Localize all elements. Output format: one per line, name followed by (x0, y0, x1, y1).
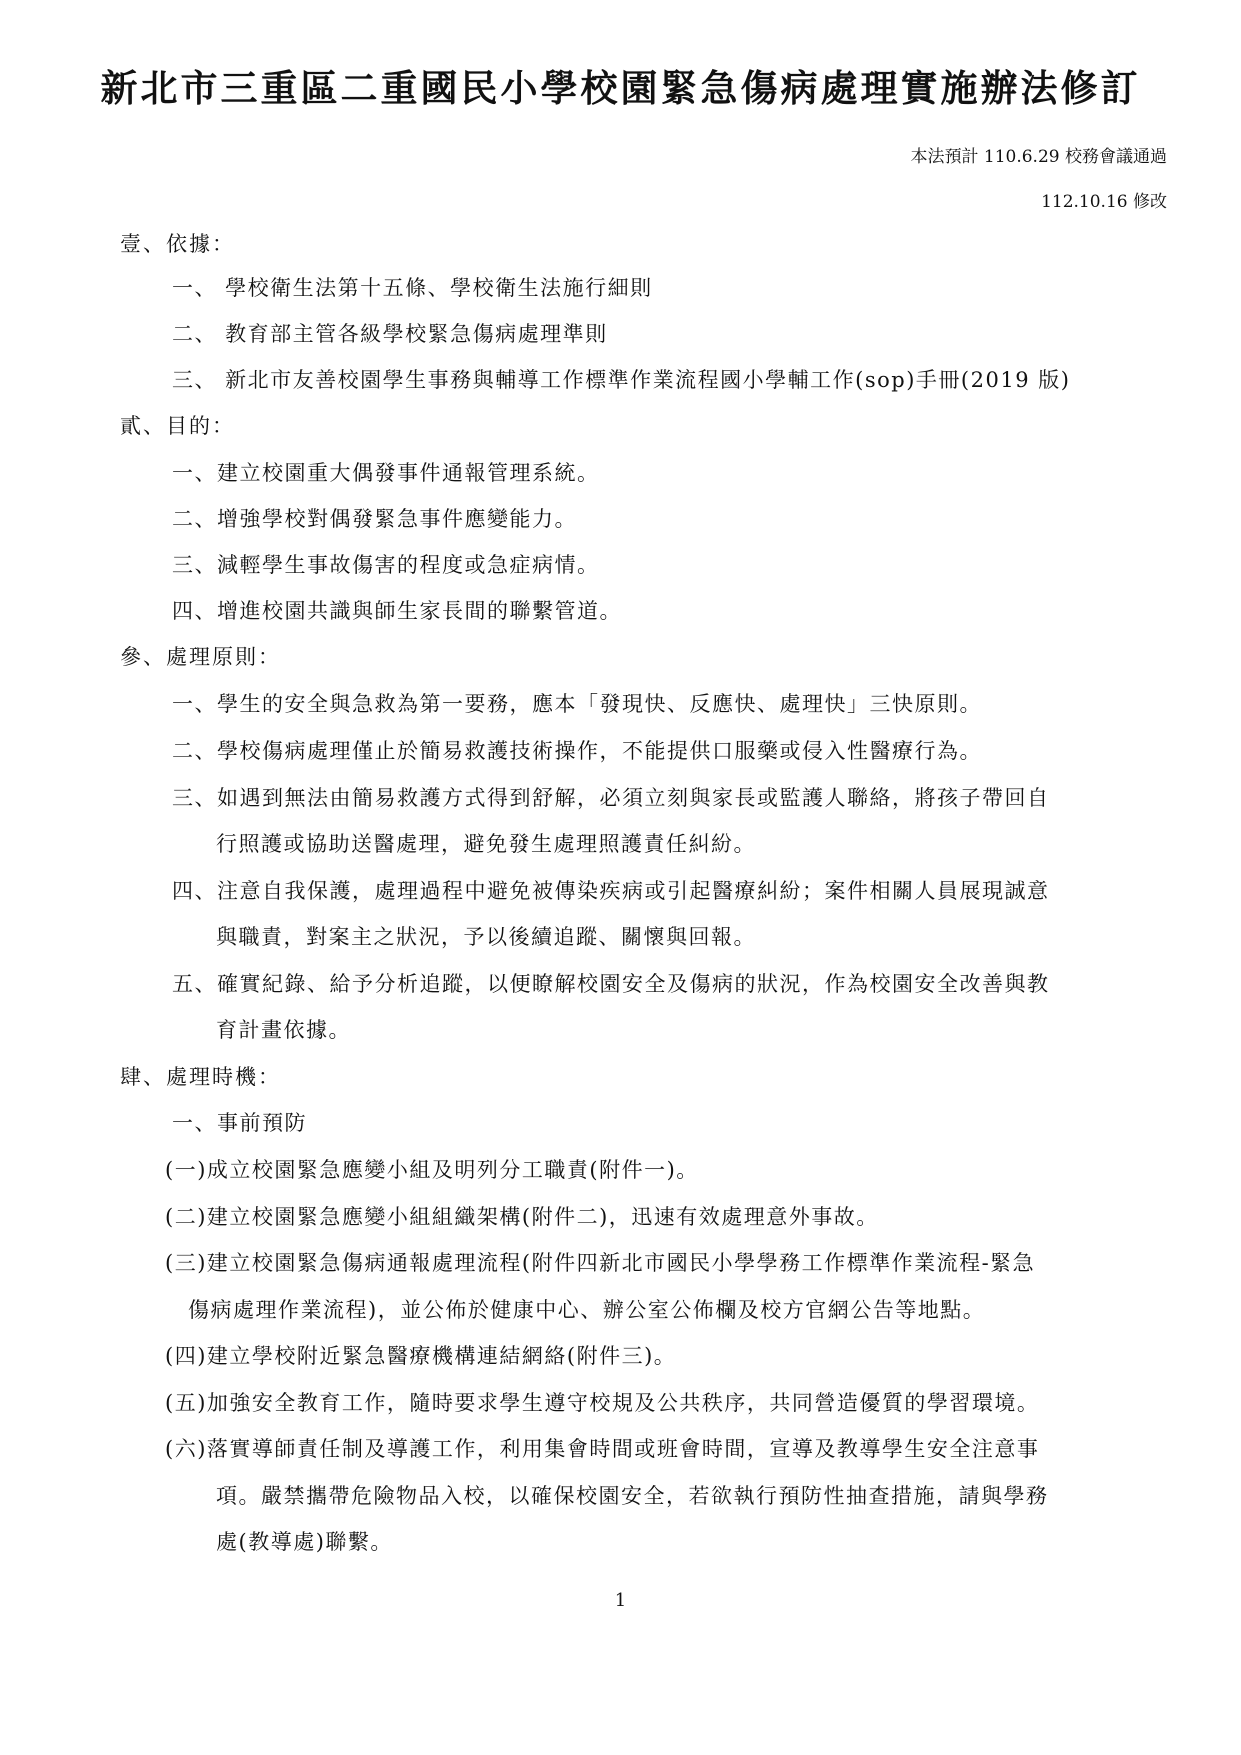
principle-item: 二、學校傷病處理僅止於簡易救護技術操作，不能提供口服藥或侵入性醫療行為。 (172, 739, 982, 763)
document-title: 新北市三重區二重國民小學校園緊急傷病處理實施辦法修訂 (100, 66, 1141, 110)
principle-item-continued: 行照護或協助送醫處理，避免發生處理照護責任糾紛。 (216, 832, 756, 856)
timing-subheading: 一、事前預防 (172, 1111, 307, 1135)
principle-item-continued: 與職責，對案主之狀況，予以後續追蹤、關懷與回報。 (216, 925, 756, 949)
section-heading-principles: 參、處理原則： (120, 645, 281, 669)
timing-item: (四)建立學校附近緊急醫療機構連結網絡(附件三)。 (165, 1344, 677, 1368)
basis-item: 三、 新北市友善校園學生事務與輔導工作標準作業流程國小學輔工作(sop)手冊(2019 版) (172, 368, 1071, 392)
section-heading-purpose: 貳、目的： (120, 414, 235, 438)
timing-item-continued: 傷病處理作業流程)，並公佈於健康中心、辦公室公佈欄及校方官網公告等地點。 (188, 1298, 986, 1322)
section-heading-basis: 壹、依據： (120, 232, 235, 256)
page-number: 1 (614, 1590, 627, 1611)
timing-item: (六)落實導師責任制及導護工作，利用集會時間或班會時間，宣導及教導學生安全注意事 (165, 1437, 1040, 1461)
revision-note: 112.10.16 修改 (1041, 192, 1167, 212)
purpose-item: 四、增進校園共識與師生家長間的聯繫管道。 (172, 599, 622, 623)
purpose-item: 三、減輕學生事故傷害的程度或急症病情。 (172, 553, 600, 577)
timing-item-continued: 項。嚴禁攜帶危險物品入校，以確保校園安全，若欲執行預防性抽查措施，請與學務 (216, 1484, 1049, 1508)
basis-item: 二、 教育部主管各級學校緊急傷病處理準則 (172, 322, 608, 346)
principle-item: 五、確實紀錄、給予分析追蹤，以便瞭解校園安全及傷病的狀況，作為校園安全改善與教 (172, 972, 1050, 996)
principle-item: 三、如遇到無法由簡易救護方式得到舒解，必須立刻與家長或監護人聯絡，將孩子帶回自 (172, 786, 1050, 810)
timing-item: (一)成立校園緊急應變小組及明列分工職責(附件一)。 (165, 1158, 699, 1182)
approval-note: 本法預計 110.6.29 校務會議通過 (910, 147, 1167, 167)
timing-item: (三)建立校園緊急傷病通報處理流程(附件四新北市國民小學學務工作標準作業流程-緊急 (165, 1251, 1036, 1275)
basis-item: 一、 學校衛生法第十五條、學校衛生法施行細則 (172, 276, 653, 300)
timing-item: (二)建立校園緊急應變小組組織架構(附件二)，迅速有效處理意外事故。 (165, 1205, 879, 1229)
timing-item: (五)加強安全教育工作，隨時要求學生遵守校規及公共秩序，共同營造優質的學習環境。 (165, 1391, 1040, 1415)
principle-item: 一、學生的安全與急救為第一要務，應本「發現快、反應快、處理快」三快原則。 (172, 692, 982, 716)
principle-item: 四、注意自我保護，處理過程中避免被傳染疾病或引起醫療糾紛；案件相關人員展現誠意 (172, 879, 1050, 903)
section-heading-timing: 肆、處理時機： (120, 1065, 281, 1089)
principle-item-continued: 育計畫依據。 (216, 1018, 351, 1042)
purpose-item: 一、建立校園重大偶發事件通報管理系統。 (172, 461, 600, 485)
timing-item-continued: 處(教導處)聯繫。 (216, 1530, 393, 1554)
purpose-item: 二、增強學校對偶發緊急事件應變能力。 (172, 507, 577, 531)
